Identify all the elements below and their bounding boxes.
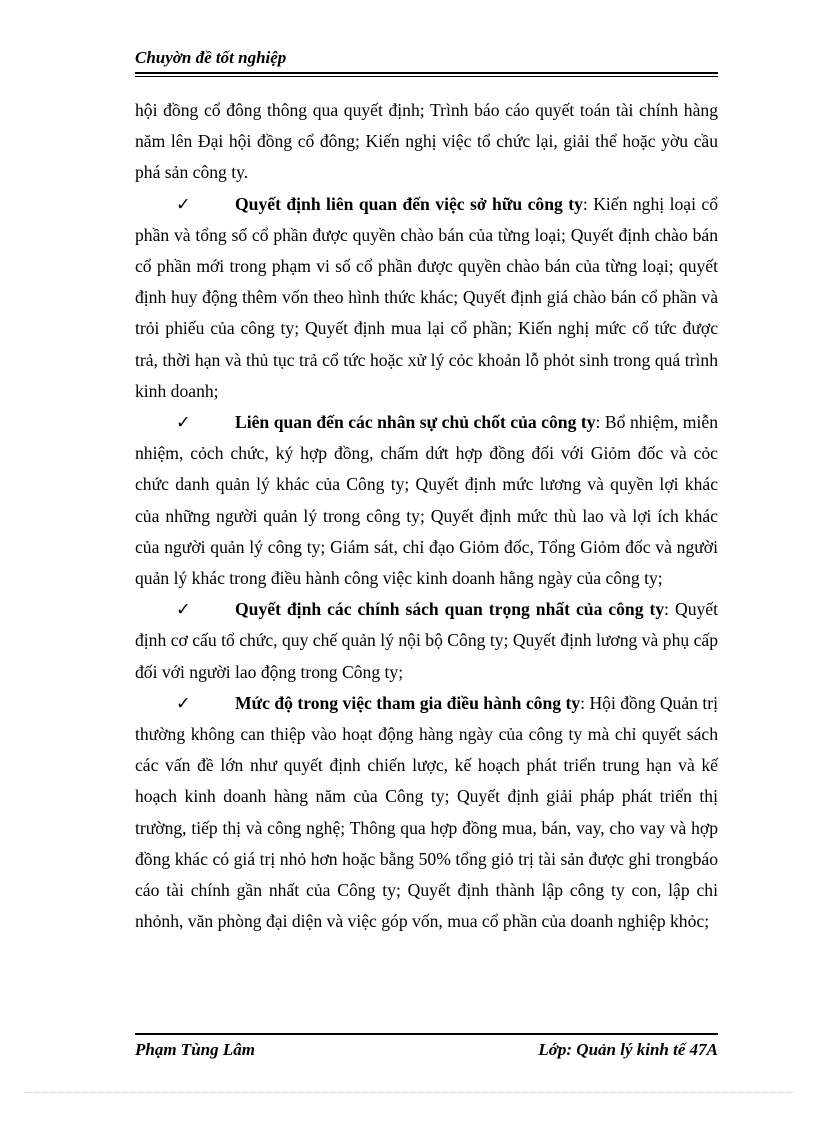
- paragraph-text: : Bổ nhiệm, miễn nhiệm, cỏch chức, ký hợp đồng, chấm dứt hợp đồng đối với Giỏm đốc và cỏc chức danh quản lý khác của Công ty; Quyết định mức lương và quyền lợi khác của những người quản lý trong công ty; Quyết định mức thù lao và lợi ích khác của người quản lý công ty; Giám sát, chỉ đạo Giỏm đốc, Tổng Giỏm đốc và người quản lý khác trong điều hành công việc kinh doanh hằng ngày của công ty;: [135, 412, 718, 589]
- checkmark-icon: ✓: [176, 692, 191, 713]
- paragraph-ownership: [135, 189, 718, 407]
- footer-author: Phạm Tùng Lâm: [135, 1040, 255, 1059]
- page-header-title: Chuyờn đề tốt nghiệp: [135, 48, 287, 67]
- paragraph-text: : Quyết định cơ cấu tổ chức, quy chế quản lý nội bộ Công ty; Quyết định lương và phụ cấp đối với người lao động trong Công ty;: [135, 599, 718, 682]
- checkmark-icon: ✓: [176, 599, 191, 620]
- footer-rule: [135, 1033, 718, 1035]
- footer-class-label: Lớp: Quản lý kinh tế 47A: [538, 1040, 718, 1059]
- paragraph-text: : Hội đồng Quản trị thường không can thiệp vào hoạt động hàng ngày của công ty mà chỉ quyết sách các vấn đề lớn như quyết định chiến lược, kế hoạch phát triển trung hạn và kế hoạch kinh doanh hàng năm của Công ty; Quyết định giải pháp phát triển thị trường, tiếp thị và công nghệ; Thông qua hợp đồng mua, bán, vay, cho vay và hợp đồng khác có giá trị nhỏ hơn hoặc bằng 50% tổng giỏ trị tài sản được ghi trongbáo cáo tài chính gần nhất của Công ty; Quyết định thành lập công ty con, lập chi nhỏnh, văn phòng đại diện và việc góp vốn, mua cổ phần của doanh nghiệp khỏc;: [135, 692, 718, 932]
- header-rule-thin: [135, 76, 718, 77]
- checkmark-icon: ✓: [176, 412, 191, 433]
- document-body: [135, 95, 718, 937]
- paragraph-text: : Kiến nghị loại cổ phần và tổng số cổ phần được quyền chào bán của từng loại; Quyết định chào bán cổ phần mới trong phạm vi số cổ phần được quyền chào bán của từng loại; quyết định huy động thêm vốn theo hình thức khác; Quyết định giá chào bán cổ phần và trỏi phiếu của công ty; Quyết định mua lại cổ phần; Kiến nghị mức cổ tức được trả, thời hạn và thủ tục trả cổ tức hoặc xử lý cỏc khoản lỗ phỏt sinh trong quá trình kinh doanh;: [135, 193, 718, 401]
- paragraph-heading: Quyết định liên quan đến việc sở hữu công ty: [235, 193, 583, 214]
- paragraph-management-involvement: [135, 688, 718, 938]
- paragraph-key-personnel: [135, 407, 718, 594]
- paragraph-heading: Liên quan đến các nhân sự chủ chốt của công ty: [235, 412, 596, 433]
- checkmark-icon: ✓: [176, 193, 191, 214]
- paragraph-key-policies: [135, 594, 718, 688]
- paragraph-heading: Mức độ trong việc tham gia điều hành công ty: [235, 692, 581, 713]
- page-bottom-dotted-border: [24, 1092, 794, 1093]
- paragraph-text: hội đồng cổ đông thông qua quyết định; Trình báo cáo quyết toán tài chính hàng năm lên Đại hội đồng cổ đông; Kiến nghị việc tổ chức lại, giải thể hoặc yờu cầu phá sản công ty.: [135, 100, 718, 183]
- paragraph-heading: Quyết định các chính sách quan trọng nhất của công ty: [235, 599, 665, 620]
- header-rule-thick: [135, 72, 718, 74]
- paragraph-continuation: [135, 95, 718, 189]
